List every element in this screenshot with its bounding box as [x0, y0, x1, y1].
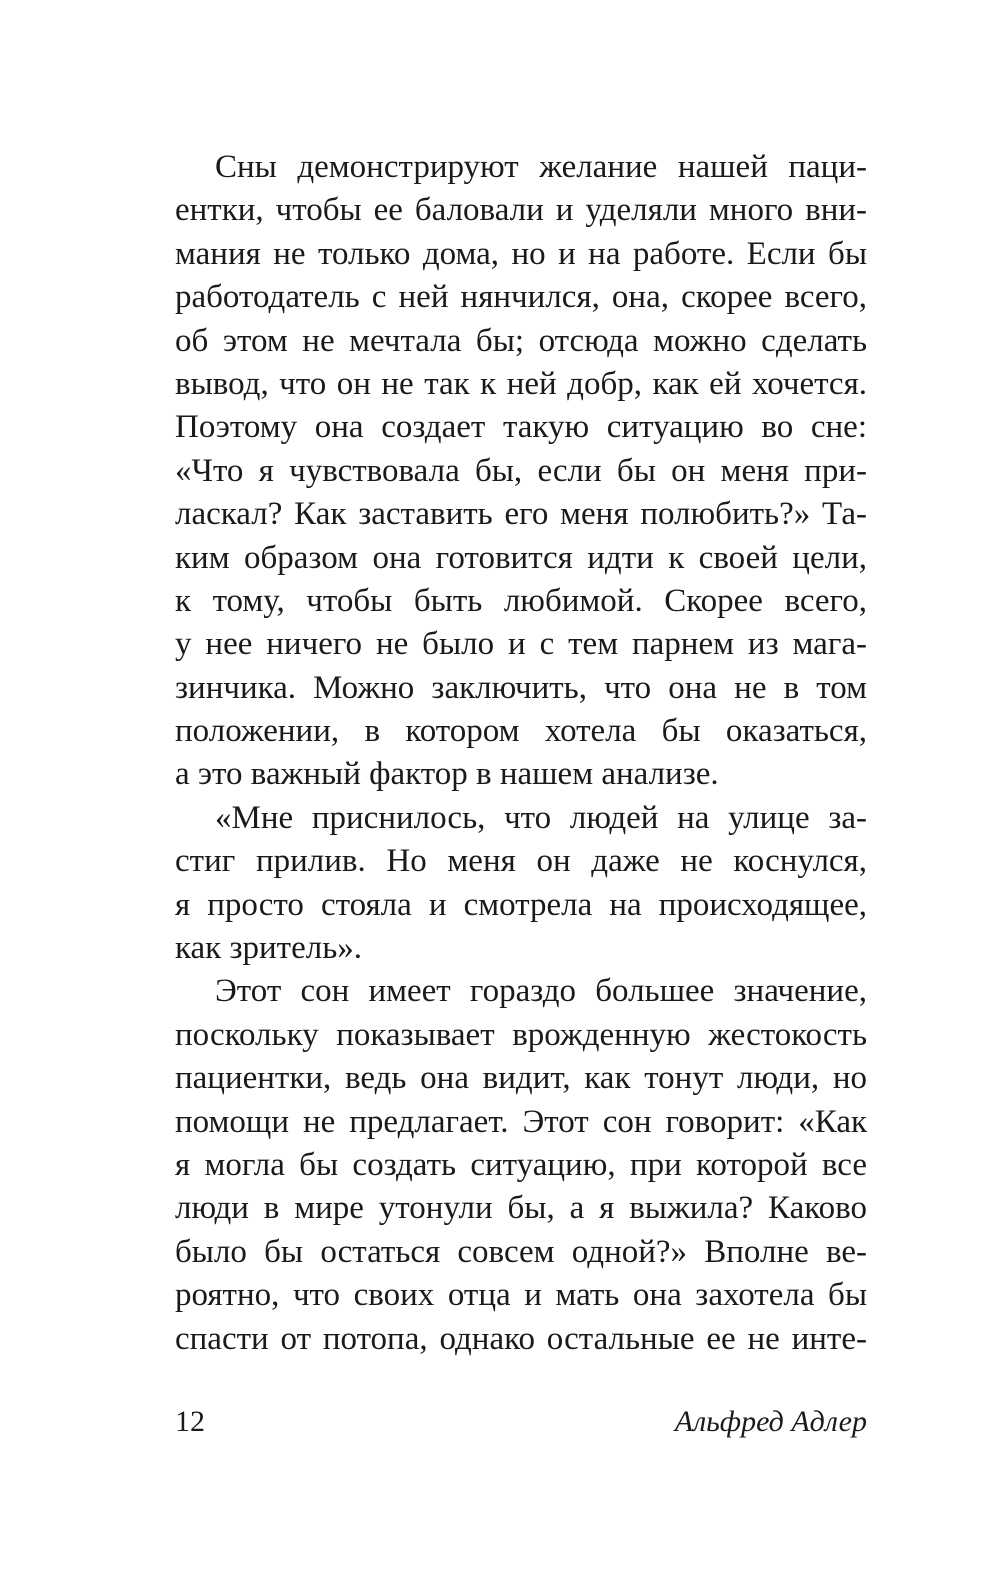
text-line: я просто стояла и смотрела на происходящее,	[175, 886, 867, 923]
text-line: ким образом она готовится идти к своей цели,	[175, 539, 867, 576]
text-line: как зритель».	[175, 930, 362, 967]
text-line: люди в мире утонули бы, а я выжила? Каково	[175, 1190, 867, 1227]
text-line: помощи не предлагает. Этот сон говорит: «Как	[175, 1103, 867, 1140]
text-line: вывод, что он не так к ней добр, как ей хочется.	[175, 365, 867, 402]
page-number: 12	[175, 1405, 205, 1438]
text-line: пациентки, ведь она видит, как тонут люди, но	[175, 1060, 867, 1097]
running-footer-author: Альфред Адлер	[674, 1405, 867, 1438]
text-line: зинчика. Можно заключить, что она не в том	[175, 669, 867, 706]
text-line: спасти от потопа, однако остальные ее не инте-	[175, 1320, 867, 1357]
text-line: роятно, что своих отца и мать она захотела бы	[175, 1277, 867, 1314]
text-line: Сны демонстрируют желание нашей паци-	[215, 149, 867, 185]
body-text	[175, 146, 867, 1361]
text-line: «Что я чувствовала бы, если бы он меня при-	[175, 452, 867, 489]
text-line: мания не только дома, но и на работе. Если бы	[175, 235, 867, 272]
text-line: «Мне приснилось, что людей на улице за-	[215, 799, 867, 836]
text-line: Поэтому она создает такую ситуацию во сне:	[175, 409, 867, 446]
text-line: у нее ничего не было и с тем парнем из мага-	[175, 626, 867, 663]
text-line: стиг прилив. Но меня он даже не коснулся,	[175, 843, 867, 880]
text-line: ентки, чтобы ее баловали и уделяли много вни-	[175, 192, 867, 229]
text-line: было бы остаться совсем одной?» Вполне ве-	[175, 1233, 867, 1270]
text-line: а это важный фактор в нашем анализе.	[175, 756, 719, 793]
text-line: поскольку показывает врожденную жестокость	[175, 1016, 867, 1053]
text-line: работодатель с ней нянчился, она, скорее всего,	[175, 279, 867, 316]
text-line: к тому, чтобы быть любимой. Скорее всего,	[175, 582, 867, 619]
text-line: положении, в котором хотела бы оказаться,	[175, 713, 867, 750]
text-line: я могла бы создать ситуацию, при которой все	[175, 1146, 867, 1183]
text-line: ласкал? Как заставить его меня полюбить?» Та-	[175, 496, 867, 533]
text-line: Этот сон имеет гораздо большее значение,	[215, 973, 867, 1010]
text-line: об этом не мечтала бы; отсюда можно сделать	[175, 322, 867, 359]
